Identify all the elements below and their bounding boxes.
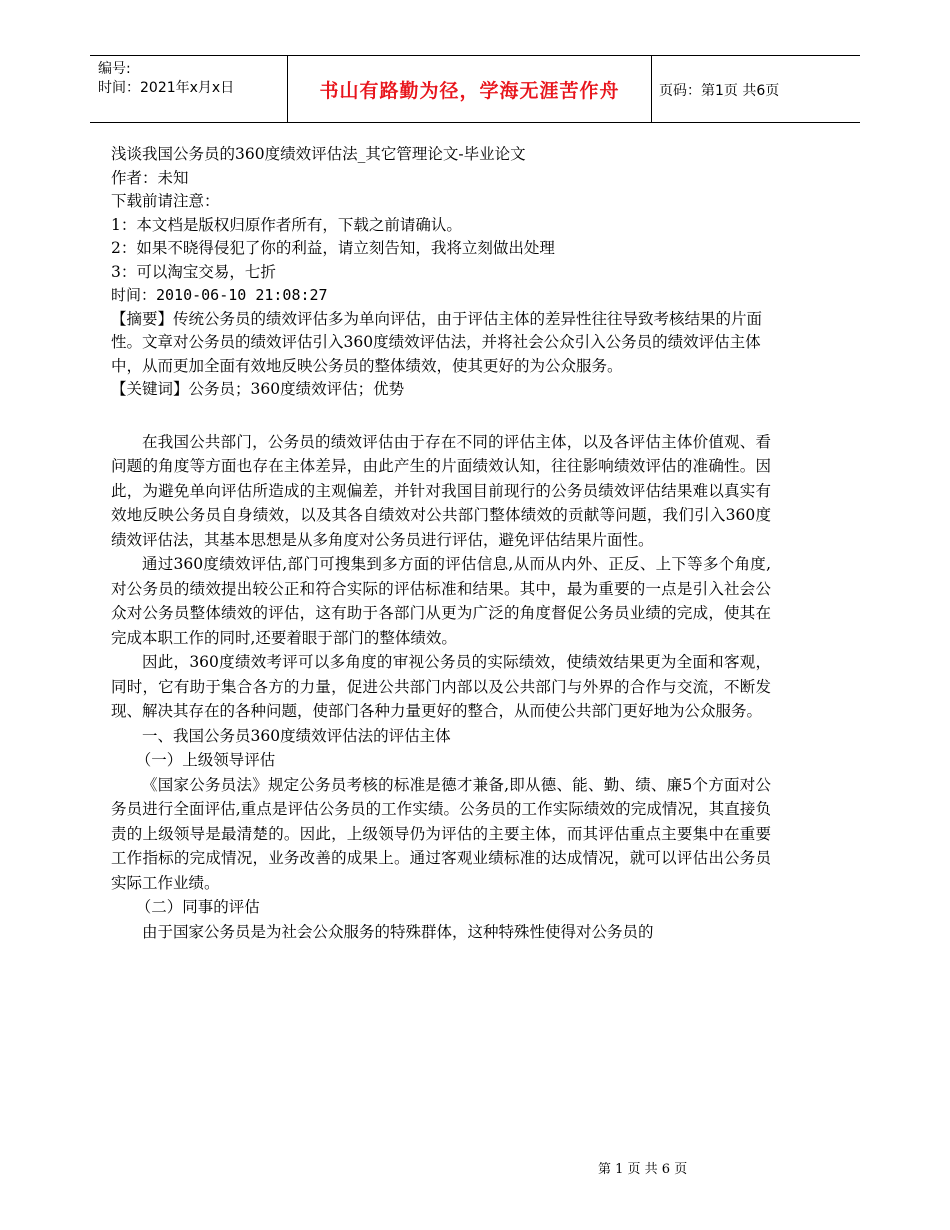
- document-time: 时间：2010-06-10 21:08:27: [111, 286, 328, 304]
- header-motto-cell: [287, 56, 652, 122]
- subsection-heading: （一）上级领导评估: [135, 751, 276, 769]
- notice-heading: 下载前请注意：: [111, 192, 220, 210]
- header-left: [98, 60, 288, 98]
- body-paragraph: 《国家公务员法》规定公务员考核的标准是德才兼备,即从德、能、勤、绩、廉5个方面对公务员进行全面评估,重点是评估公务员的工作实绩。公务员的工作实际绩效的完成情况，其直接负责的上级领导是最清楚的。因此，上级领导仍为评估的主要主体，而其评估重点主要集中在重要工作指标的完成情况，业务改善的成果上。通过客观业绩标准的达成情况，就可以评估出公务员实际工作业绩。: [111, 775, 771, 892]
- abstract-text: 【摘要】传统公务员的绩效评估多为单向评估，由于评估主体的差异性往往导致考核结果的片面性。文章对公务员的绩效评估引入360度绩效评估法，并将社会公众引入公务员的绩效评估主体中，从而更加全面有效地反映公务员的整体绩效，使其更好的为公众服务。: [111, 309, 763, 375]
- document-content: [111, 143, 771, 944]
- header-page-info: 页码：第1页 共6页: [659, 83, 780, 99]
- header-motto: 书山有路勤为径，学海无涯苦作舟: [319, 79, 620, 102]
- section-heading: 一、我国公务员360度绩效评估法的评估主体: [142, 726, 451, 745]
- subsection-heading: （二）同事的评估: [135, 898, 260, 916]
- document-author: 作者：未知: [111, 168, 189, 187]
- keywords-text: 【关键词】公务员；360度绩效评估；优势: [111, 380, 405, 398]
- document-title: 浅谈我国公务员的360度绩效评估法_其它管理论文-毕业论文: [111, 145, 526, 163]
- notice-item-3: 3：可以淘宝交易，七折: [111, 262, 276, 281]
- document-body: [111, 430, 771, 945]
- body-paragraph: 通过360度绩效评估,部门可搜集到多方面的评估信息,从而从内外、正反、上下等多个角度,对公务员的绩效提出较公正和符合实际的评估标准和结果。其中，最为重要的一点是引入社会公众对公务员整体绩效的评估，这有助于各部门从更为广泛的角度督促公务员业绩的完成，使其在完成本职工作的同时,还要着眼于部门的整体绩效。: [111, 555, 771, 647]
- body-paragraph: 由于国家公务员是为社会公众服务的特殊群体，这种特殊性使得对公务员的: [142, 922, 654, 941]
- abstract-section: [111, 308, 771, 402]
- footer-page-number: 第 1 页 共 6 页: [598, 1162, 688, 1177]
- page-header: [90, 55, 860, 123]
- notice-item-1: 1：本文档是版权归原作者所有，下载之前请确认。: [111, 215, 462, 234]
- notice-item-2: 2：如果不晓得侵犯了你的利益，请立刻告知，我将立刻做出处理: [111, 239, 555, 257]
- document-number-label: 编号:: [98, 61, 131, 77]
- document-time-label: 时间：2021年x月x日: [98, 80, 235, 96]
- document-meta: [111, 143, 771, 308]
- body-paragraph: 在我国公共部门，公务员的绩效评估由于存在不同的评估主体，以及各评估主体价值观、看问题的角度等方面也存在主体差异，由此产生的片面绩效认知，往往影响绩效评估的准确性。因此，为避免单向评估所造成的主观偏差，并针对我国目前现行的公务员绩效评估结果难以真实有效地反映公务员自身绩效，以及其各自绩效对公共部门整体绩效的贡献等问题，我们引入360度绩效评估法，其基本思想是从多角度对公务员进行评估，避免评估结果片面性。: [111, 432, 771, 549]
- body-paragraph: 因此，360度绩效考评可以多角度的审视公务员的实际绩效，使绩效结果更为全面和客观，同时，它有助于集合各方的力量，促进公共部门内部以及公共部门与外界的合作与交流，不断发现、解决其存在的各种问题，使部门各种力量更好的整合，从而使公共部门更好地为公众服务。: [111, 653, 771, 720]
